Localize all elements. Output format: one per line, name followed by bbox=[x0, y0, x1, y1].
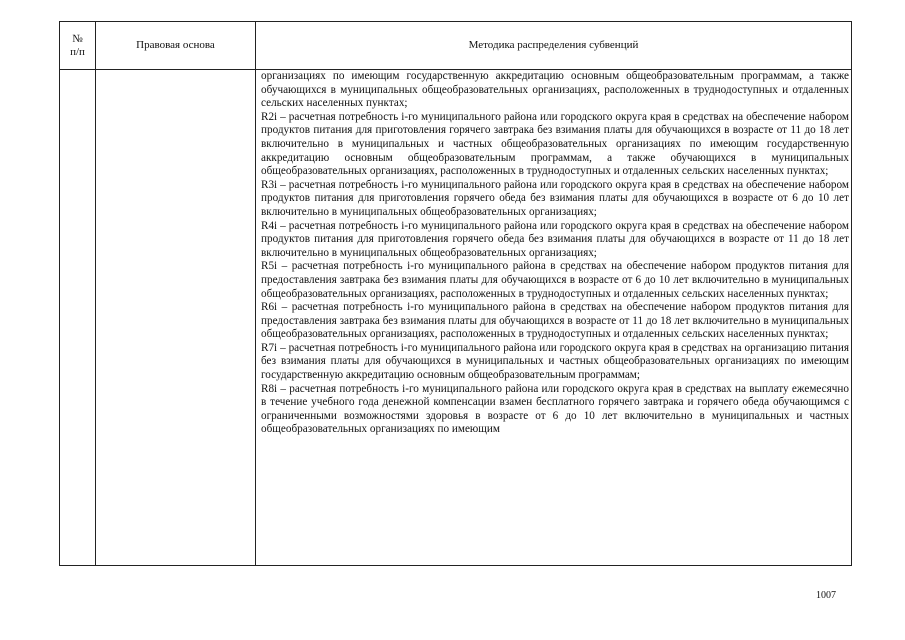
column-divider bbox=[255, 22, 256, 565]
methodology-paragraph: R5i – расчетная потребность i-го муниципального района в средствах на обеспечение набором продуктов питания для предоставления завтрака без взимания платы для обучающихся в возрасте от 6 до 10 лет включительно в муниципальных общеобразовательных организациях, расположенных в труднодоступных и отдаленных сельских населенных пунктах; bbox=[261, 260, 849, 300]
methodology-paragraph: R7i – расчетная потребность i-го муниципального района или городского округа края в средствах на организацию питания без взимания платы для обучающихся в муниципальных и частных общеобразовательных организациях по имеющим государственную аккредитацию основным общеобразовательным программам; bbox=[261, 341, 849, 382]
methodology-paragraph: R8i – расчетная потребность i-го муниципального района или городского округа края в средствах на выплату ежемесячно в течение учебного года денежной компенсации взамен бесплатного горячего завтрака и горячего обеда обучающимся с ограниченными возможностями здоровья в возрасте от 6 до 10 лет включительно в муниципальных и частных общеобразовательных организациях по имеющим bbox=[261, 382, 849, 436]
methodology-paragraph: R3i – расчетная потребность i-го муниципального района или городского округа края в средствах на обеспечение набором продуктов питания для приготовления горячего обеда без взимания платы для обучающихся в возрасте от 6 до 10 лет включительно в муниципальных общеобразовательных организациях; bbox=[261, 178, 849, 218]
column-divider bbox=[95, 22, 96, 565]
table-header bbox=[60, 22, 851, 70]
header-methodology: Методика распределения субвенций bbox=[468, 39, 639, 51]
page-number: 1007 bbox=[816, 590, 836, 601]
header-number-abbrev: п/п bbox=[70, 45, 85, 58]
methodology-paragraph: R4i – расчетная потребность i-го муниципального района или городского округа края в средствах на обеспечение набором продуктов питания для приготовления горячего обеда без взимания платы для обучающихся в возрасте от 11 до 18 лет включительно в муниципальных общеобразовательных организациях; bbox=[261, 219, 849, 259]
methodology-cell bbox=[261, 70, 849, 437]
subvention-table bbox=[59, 21, 852, 566]
methodology-paragraph: R2i – расчетная потребность i-го муниципального района или городского округа края в средствах на обеспечение набором продуктов питания для приготовления горячего завтрака без взимания платы для обучающихся в возрасте от 11 до 18 лет включительно в муниципальных и частных общеобразовательных организациях по имеющим государственную аккредитацию основным общеобразовательным программам, а также обучающихся в муниципальных общеобразовательных организациях, расположенных в труднодоступных и отдаленных сельских населенных пунктах; bbox=[261, 110, 849, 178]
header-number-column bbox=[60, 22, 95, 69]
methodology-paragraph: организациях по имеющим государственную аккредитацию основным общеобразовательным программам, а также обучающихся в муниципальных общеобразовательных организациях, расположенных в труднодоступных и отдаленных сельских населенных пунктах; bbox=[261, 70, 849, 110]
header-number-symbol: № bbox=[72, 32, 83, 45]
header-legal-basis: Правовая основа bbox=[136, 39, 215, 51]
methodology-paragraph: R6i – расчетная потребность i-го муниципального района в средствах на обеспечение набором продуктов питания для предоставления завтрака без взимания платы для обучающихся в возрасте от 11 до 18 лет включительно в муниципальных общеобразовательных организациях, расположенных в труднодоступных и отдаленных сельских населенных пунктах; bbox=[261, 301, 849, 341]
